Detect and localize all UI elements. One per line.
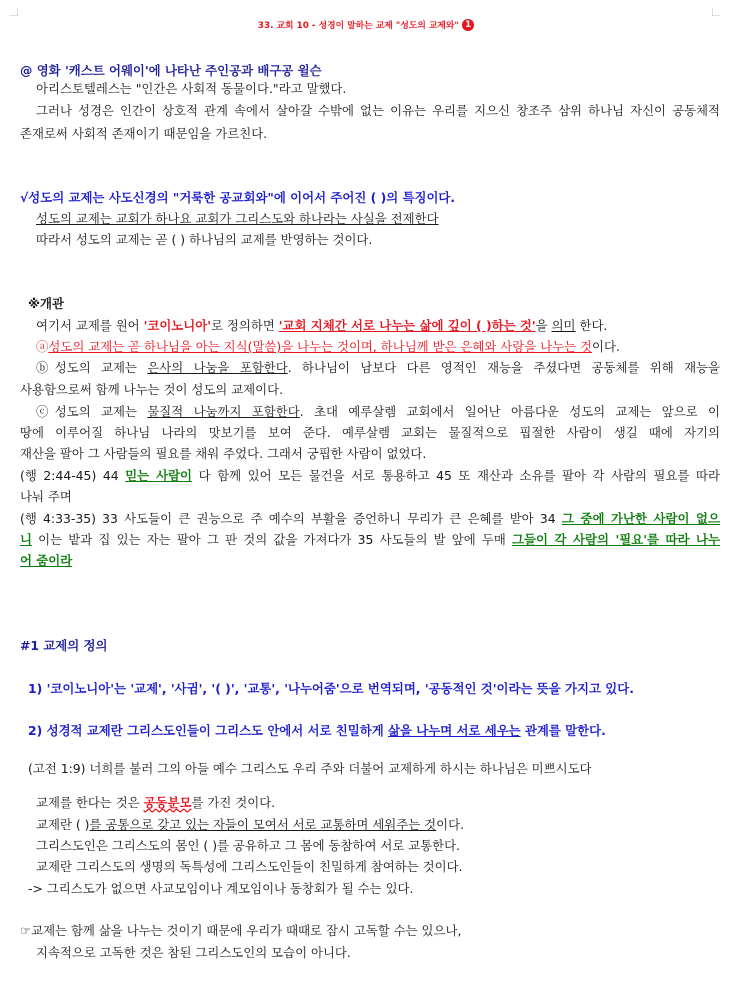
intro-line-1: 아리스토텔레스는 "인간은 사회적 동물이다."라고 말했다.: [36, 81, 347, 96]
def-l2-end: 이다.: [436, 817, 465, 832]
koinonia-term: '코이노니아': [143, 318, 212, 333]
corner-mark-top-left: [10, 8, 18, 16]
overview-item-b-line-1: [36, 360, 720, 376]
corinthians-verse: (고전 1:9) 너희를 불러 그의 아들 예수 그리스도 우리 주와 더불어 교제하게 하시는 하나님은 미쁘시도다: [28, 761, 592, 776]
definition-line-1: [36, 795, 275, 811]
closing-line-2: 지속적으로 고독한 것은 참된 그리스도인의 모습이 아니다.: [36, 945, 351, 960]
overview-p1-lead: 여기서 교제를 원어: [36, 318, 144, 333]
acts-2-rest: 다 함께 있어 모든 물건을 서로 통용하고 45 또 재산과 소유를 팔아 각 사람의 필요를 따라: [192, 468, 720, 483]
feature-heading: √성도의 교제는 사도신경의 "거룩한 공교회와"에 이어서 주어진 ( )의 특징이다.: [20, 190, 456, 205]
overview-paragraph-1: [36, 318, 607, 334]
item-a-marker: ⓐ: [36, 339, 49, 354]
overview-item-b-line-2: 사용함으로써 함께 나누는 것이 성도의 교제이다.: [20, 382, 284, 397]
title-number-badge: 1: [462, 19, 474, 31]
item-a-text: 성도의 교제는 곧 하나님을 아는 지식(말씀)을 나누는 것이며, 하나님께 받은 은혜와 사랑을 나누는 것: [48, 339, 592, 354]
overview-item-a: [36, 339, 620, 355]
definition-line-2: [36, 817, 464, 833]
item-c-emphasis: 물질적 나눔까지 포함한다: [147, 404, 300, 419]
item-b-rest: . 하나님이 남보다 다른 영적인 재능을 주셨다면 공동체를 위해 재능을: [287, 360, 720, 375]
intro-line-3: 존재로써 사회적 존재이기 때문임을 가르친다.: [20, 126, 268, 141]
definition-point-2: [28, 723, 606, 739]
point-2-end: 관계를 말한다.: [520, 723, 606, 738]
item-c-rest: . 초대 예루살렘 교회에서 일어난 아름다운 성도의 교제는 앞으로 이: [299, 404, 720, 419]
overview-p1-particle: 을: [535, 318, 552, 333]
item-b-emphasis: 은사의 나눔을 포함한다: [147, 360, 288, 375]
koinonia-definition: '교회 지체간 서로 나누는 삶에 깊이 ( )하는 것': [278, 318, 536, 333]
definition-line-3: 그리스도인은 그리스도의 몸인 ( )를 공유하고 그 몸에 동참하여 서로 교통한다.: [36, 838, 461, 853]
overview-p1-mid: 로 정의하면: [211, 318, 279, 333]
common-denominator: 공동분모: [143, 795, 192, 810]
acts-2-highlight: 믿는 사람이: [125, 468, 193, 483]
feature-line-2: 따라서 성도의 교제는 곧 ( ) 하나님의 교제를 반영하는 것이다.: [36, 232, 373, 247]
intro-heading: @ 영화 '캐스트 어웨이'에 나타난 주인공과 배구공 윌슨: [20, 63, 322, 78]
corner-mark-top-right: [712, 8, 720, 16]
overview-p1-meaning: 의미: [551, 318, 576, 333]
def-l2-lead: 교제란 ( ): [36, 817, 90, 832]
page-title: [0, 18, 732, 34]
definition-point-1: 1) '코이노니아'는 '교제', '사귐', '( )', '교통', '나누어줌'으로 번역되며, '공동적인 것'이라는 뜻을 가지고 있다.: [28, 681, 634, 696]
point-2-lead: 2) 성경적 교제란 그리스도인들이 그리스도 안에서 서로 친밀하게: [28, 723, 388, 738]
overview-item-c-line-3: 재산을 팔아 그 사람들의 필요를 채워 주었다. 그래서 궁핍한 사람이 없었다.: [20, 446, 427, 461]
item-c-lead: ⓒ성도의 교제는: [36, 404, 148, 419]
acts-4-verse-line-1: [20, 511, 720, 527]
closing-line-1: ☞교제는 함께 삶을 나누는 것이기 때문에 우리가 때때로 잠시 고독할 수는 있으나,: [20, 923, 462, 938]
feature-line-1: 성도의 교제는 교회가 하나요 교회가 그리스도와 하나라는 사실을 전제한다: [36, 211, 439, 226]
acts-4-highlight-1-end: 니: [20, 532, 32, 547]
intro-line-2: 그러나 성경은 인간이 상호적 관계 속에서 살아갈 수밖에 없는 이유는 우리를 지으신 창조주 삼위 하나님 자신이 공동체적: [36, 103, 720, 118]
acts-4-ref: (행 4:33-35) 33 사도들이 큰 권능으로 주 예수의 부활을 증언하니 무리가 큰 은혜를 받아 34: [20, 511, 562, 526]
acts-2-verse-line-2: 나눠 주며: [20, 489, 72, 504]
acts-4-highlight-1: 그 중에 가난한 사람이 없으: [561, 511, 720, 526]
overview-item-c-line-2: 땅에 이루어질 하나님 나라의 맛보기를 보여 준다. 예루살렘 교회는 물질적으로 핍절한 사람이 생길 때에 자기의: [20, 425, 720, 440]
acts-4-verse-line-3: 어 줌이라: [20, 553, 73, 568]
overview-p1-end: 한다.: [575, 318, 608, 333]
definition-heading: #1 교제의 정의: [20, 638, 108, 653]
definition-line-4: 교제란 그리스도의 생명의 독특성에 그리스도인들이 친밀하게 참여하는 것이다.: [36, 859, 463, 874]
acts-4-middle: 이는 밭과 집 있는 자는 팔아 그 판 것의 값을 가져다가 35 사도들의 발 앞에 두매: [31, 532, 513, 547]
def-l1-end: 를 가진 것이다.: [191, 795, 276, 810]
item-a-suffix: 이다.: [591, 339, 620, 354]
point-2-emphasis: 삶을 나누며 서로 세우는: [388, 723, 521, 738]
acts-4-verse-line-2: [20, 532, 720, 548]
def-l2-emphasis: 를 공통으로 갖고 있는 자들이 모여서 서로 교통하며 세워주는 것: [89, 817, 437, 832]
acts-2-verse-line-1: [20, 468, 720, 484]
page-title-text: 33. 교회 10 - 성경이 말하는 교제 "성도의 교제와": [257, 21, 463, 31]
overview-heading: ※개관: [28, 296, 64, 311]
acts-4-highlight-2: 그들이 각 사람의 '필요'를 따라 나누: [512, 532, 720, 547]
overview-item-c-line-1: [36, 404, 720, 420]
acts-2-ref: (행 2:44-45) 44: [20, 468, 126, 483]
def-l1-lead: 교제를 한다는 것은: [36, 795, 144, 810]
item-b-lead: ⓑ성도의 교제는: [36, 360, 148, 375]
definition-line-5: -> 그리스도가 없으면 사교모임이나 계모임이나 동창회가 될 수는 있다.: [28, 881, 414, 896]
